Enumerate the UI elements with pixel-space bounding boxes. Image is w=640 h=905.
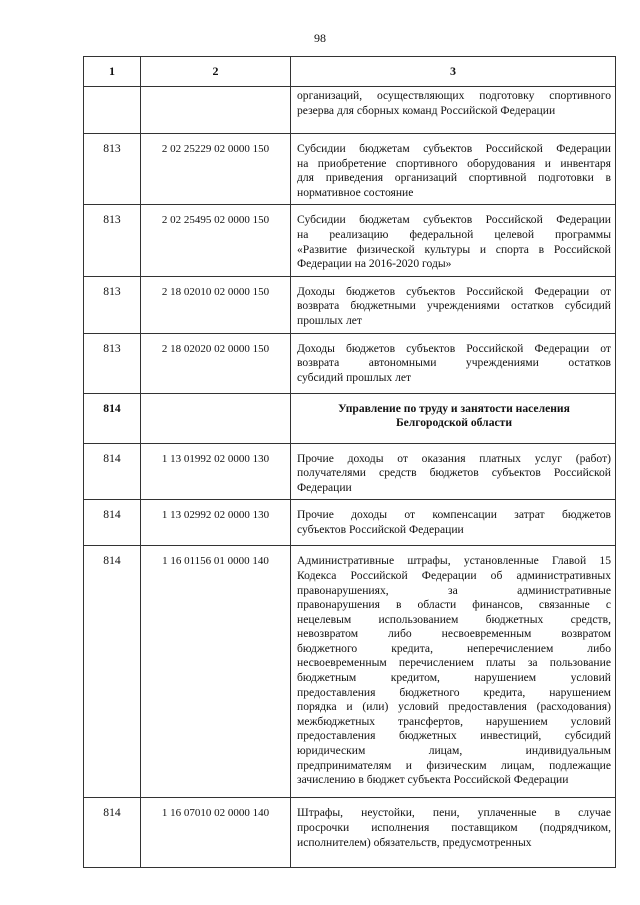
table-row xyxy=(84,87,616,134)
description-line: Доходы бюджетов субъектов Российской Федерации от xyxy=(297,341,611,355)
admin-code-cell: 814 xyxy=(84,443,141,500)
table-row xyxy=(84,546,616,798)
description-line: порядка и (или) условий предоставления (расходования) xyxy=(297,700,611,714)
admin-code-cell xyxy=(84,87,141,134)
description-cell xyxy=(291,546,616,798)
description-line: Доходы бюджетов субъектов Российской Федерации от xyxy=(297,284,611,298)
description-line: предоставления бюджетных инвестиций, субсидий xyxy=(297,729,611,743)
table-row xyxy=(84,333,616,393)
description-line: Управление по труду и занятости населения xyxy=(338,401,570,415)
description-line: Белгородской области xyxy=(395,416,513,430)
admin-code-cell: 813 xyxy=(84,333,141,393)
column-header-2: 2 xyxy=(141,57,291,87)
description-line: юридическим лицам, индивидуальным xyxy=(297,744,611,758)
description-line: Административные штрафы, установленные Главой 15 xyxy=(297,554,611,568)
description-line: резерва для сборных команд Российской Федерации xyxy=(297,103,556,117)
admin-code-cell: 814 xyxy=(84,546,141,798)
admin-code-cell: 814 xyxy=(84,500,141,546)
description-cell xyxy=(291,134,616,205)
table-row xyxy=(84,500,616,546)
description-line: предпринимателям и физическим лицам, подлежащие xyxy=(297,758,611,772)
description-cell xyxy=(291,798,616,868)
description-line: просрочки исполнения поставщиком (подрядчиком, xyxy=(297,820,611,834)
kbk-code-cell xyxy=(141,393,291,443)
table-row xyxy=(84,393,616,443)
column-header-3: 3 xyxy=(291,57,616,87)
description-line: невозвратом либо несвоевременным возвратом xyxy=(297,627,611,641)
description-line: нормативное состояние xyxy=(297,185,414,199)
table-row xyxy=(84,276,616,333)
description-line: Федерации на 2016-2020 годы» xyxy=(297,257,452,271)
kbk-code-cell: 2 18 02010 02 0000 150 xyxy=(141,276,291,333)
page-number: 98 xyxy=(314,31,326,45)
description-line: Федерации xyxy=(297,480,352,494)
description-cell xyxy=(291,87,616,134)
kbk-code-cell: 2 02 25495 02 0000 150 xyxy=(141,205,291,276)
description-line: на реализацию федеральной целевой программы xyxy=(297,227,611,241)
description-line: Прочие доходы от оказания платных услуг (работ) xyxy=(297,451,611,465)
kbk-code-cell: 1 16 07010 02 0000 140 xyxy=(141,798,291,868)
description-line: правонарушения в области финансов, связанные с xyxy=(297,598,611,612)
description-line: бюджетного кредита, неперечислением либо xyxy=(297,641,611,655)
budget-classification-table xyxy=(83,56,616,868)
admin-code-cell: 813 xyxy=(84,276,141,333)
description-line: межбюджетных трансфертов, нарушением условий xyxy=(297,714,611,728)
kbk-code-cell: 2 02 25229 02 0000 150 xyxy=(141,134,291,205)
table-header-row xyxy=(84,57,616,87)
description-line: правонарушениях, за административные xyxy=(297,583,611,597)
description-line: субсидий прошлых лет xyxy=(297,370,412,384)
description-line: нецелевым использованием бюджетных средств, xyxy=(297,612,611,626)
description-line: предоставления бюджетного кредита, нарушением xyxy=(297,685,611,699)
description-line: организаций, осуществляющих подготовку спортивного xyxy=(297,89,611,102)
description-line: прошлых лет xyxy=(297,313,362,327)
kbk-code-cell: 1 16 01156 01 0000 140 xyxy=(141,546,291,798)
kbk-code-cell: 2 18 02020 02 0000 150 xyxy=(141,333,291,393)
kbk-code-cell: 1 13 02992 02 0000 130 xyxy=(141,500,291,546)
description-cell xyxy=(291,333,616,393)
description-line: возврата автономными учреждениями остатков xyxy=(297,356,611,370)
admin-code-cell: 813 xyxy=(84,134,141,205)
table-row xyxy=(84,798,616,868)
table-row xyxy=(84,205,616,276)
description-cell xyxy=(291,205,616,276)
description-line: Субсидии бюджетам субъектов Российской Федерации xyxy=(297,213,611,227)
description-line: на приобретение спортивного оборудования и инвентаря xyxy=(297,156,611,170)
description-line: Субсидии бюджетам субъектов Российской Федерации xyxy=(297,142,611,155)
description-line: «Развитие физической культуры и спорта в Российской xyxy=(297,242,611,256)
table-row xyxy=(84,134,616,205)
column-header-1: 1 xyxy=(84,57,141,87)
description-line: субъектов Российской Федерации xyxy=(297,522,464,536)
admin-code-cell: 813 xyxy=(84,205,141,276)
kbk-code-cell: 1 13 01992 02 0000 130 xyxy=(141,443,291,500)
admin-code-cell: 814 xyxy=(84,798,141,868)
admin-code-cell: 814 xyxy=(84,393,141,443)
description-cell xyxy=(291,443,616,500)
description-cell xyxy=(291,393,616,443)
kbk-code-cell xyxy=(141,87,291,134)
description-cell xyxy=(291,276,616,333)
description-line: зачислению в бюджет субъекта Российской Федерации xyxy=(297,773,569,787)
description-line: исполнителем) обязательств, предусмотренных xyxy=(297,835,532,849)
description-line: несвоевременным перечислением платы за пользование xyxy=(297,656,611,670)
description-line: Штрафы, неустойки, пени, уплаченные в случае xyxy=(297,806,611,820)
description-cell xyxy=(291,500,616,546)
description-line: Прочие доходы от компенсации затрат бюджетов xyxy=(297,508,611,522)
table-row xyxy=(84,443,616,500)
description-line: Кодекса Российской Федерации об административных xyxy=(297,568,611,582)
description-line: возврата бюджетными учреждениями остатков субсидий xyxy=(297,299,611,313)
description-line: получателями средств бюджетов субъектов Российской xyxy=(297,466,611,480)
description-line: бюджетным кредитом, нарушением условий xyxy=(297,671,611,685)
description-line: для приведения организаций спортивной подготовки в xyxy=(297,171,611,185)
